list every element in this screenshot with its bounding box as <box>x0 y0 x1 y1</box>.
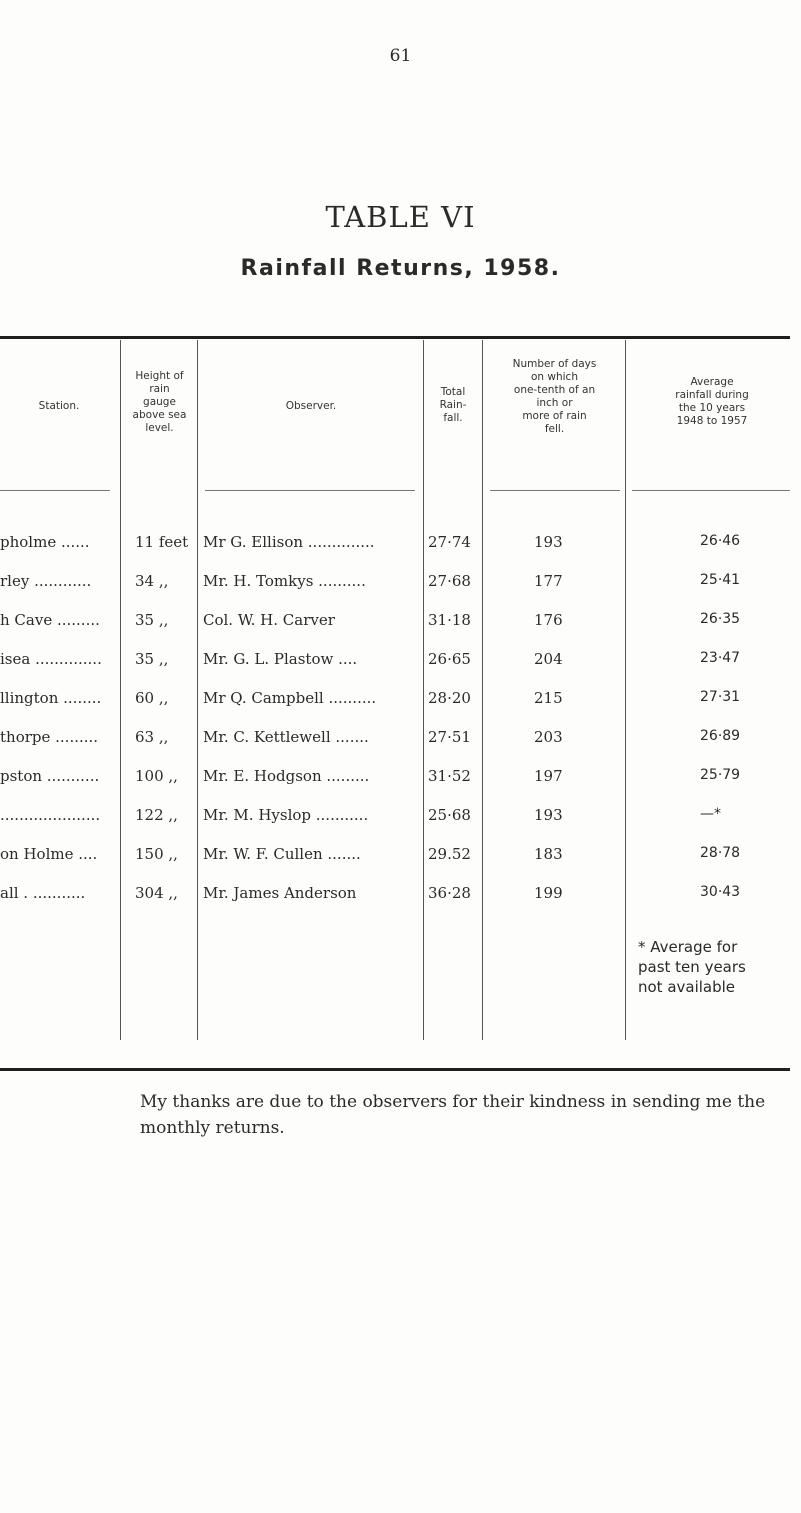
height-cell: 34 ,, <box>135 572 169 590</box>
table-title: TABLE VI <box>325 200 476 234</box>
footer-text: My thanks are due to the observers for their kindness in sending me the monthly returns. <box>140 1092 766 1138</box>
station-cell: all . ........... <box>0 884 86 902</box>
rainfall-cell: 28·20 <box>428 689 471 707</box>
days-cell: 177 <box>534 572 563 590</box>
days-cell: 215 <box>534 689 563 707</box>
station-cell: isea .............. <box>0 650 102 668</box>
observer-cell: Mr. G. L. Plastow .... <box>203 650 358 668</box>
rainfall-cell: 27·68 <box>428 572 471 590</box>
days-cell: 199 <box>534 884 563 902</box>
height-cell: 60 ,, <box>135 689 169 707</box>
observer-cell: Mr. M. Hyslop ........... <box>203 806 369 824</box>
average-cell: 23·47 <box>700 650 741 666</box>
station-cell: ..................... <box>0 806 101 824</box>
header-underline <box>205 490 415 491</box>
table-row <box>0 884 790 908</box>
rainfall-cell: 36·28 <box>428 884 471 902</box>
table-row <box>0 806 790 830</box>
table-row <box>0 572 790 596</box>
average-cell: 25·79 <box>700 767 741 783</box>
header-underline <box>632 490 790 491</box>
observer-cell: Mr Q. Campbell .......... <box>203 689 377 707</box>
height-cell: 35 ,, <box>135 611 169 629</box>
header-underline <box>490 490 620 491</box>
days-cell: 176 <box>534 611 563 629</box>
observer-cell: Col. W. H. Carver <box>203 611 335 629</box>
station-cell: pston ........... <box>0 767 100 785</box>
average-cell: 28·78 <box>700 845 741 861</box>
days-cell: 197 <box>534 767 563 785</box>
table-row <box>0 611 790 635</box>
footnote: * Average for past ten years not available <box>638 938 746 996</box>
table-subtitle: Rainfall Returns, 1958. <box>240 256 561 281</box>
days-cell: 183 <box>534 845 563 863</box>
station-cell: llington ........ <box>0 689 102 707</box>
header-observer: Observer. <box>285 400 337 412</box>
station-cell: h Cave ......... <box>0 611 100 629</box>
average-cell: 26·35 <box>700 611 741 627</box>
average-cell: 27·31 <box>700 689 741 705</box>
rainfall-cell: 26·65 <box>428 650 471 668</box>
rainfall-cell: 27·51 <box>428 728 471 746</box>
top-rule <box>0 336 790 339</box>
height-cell: 150 ,, <box>135 845 178 863</box>
observer-cell: Mr G. Ellison .............. <box>203 533 375 551</box>
average-cell: 25·41 <box>700 572 741 588</box>
height-cell: 35 ,, <box>135 650 169 668</box>
average-cell: 26·46 <box>700 533 741 549</box>
height-cell: 100 ,, <box>135 767 178 785</box>
height-cell: 11 feet <box>135 533 189 551</box>
days-cell: 193 <box>534 533 563 551</box>
rainfall-cell: 25·68 <box>428 806 471 824</box>
rainfall-cell: 31·52 <box>428 767 471 785</box>
station-cell: thorpe ......... <box>0 728 99 746</box>
observer-cell: Mr. H. Tomkys .......... <box>203 572 366 590</box>
header-station: Station. <box>38 400 80 412</box>
table-row <box>0 650 790 674</box>
rainfall-cell: 27·74 <box>428 533 471 551</box>
header-days: Number of days on which one-tenth of an inch or more of rain fell. <box>512 358 597 435</box>
rainfall-cell: 29.52 <box>428 845 471 863</box>
station-cell: on Holme .... <box>0 845 98 863</box>
station-cell: rley ............ <box>0 572 92 590</box>
days-cell: 204 <box>534 650 563 668</box>
page-number: 61 <box>389 46 412 66</box>
header-total: Total Rain- fall. <box>439 386 467 424</box>
observer-cell: Mr. C. Kettlewell ....... <box>203 728 369 746</box>
observer-cell: Mr. E. Hodgson ......... <box>203 767 370 785</box>
average-cell: 26·89 <box>700 728 741 744</box>
table-row <box>0 533 790 557</box>
table-row <box>0 845 790 869</box>
height-cell: 304 ,, <box>135 884 178 902</box>
days-cell: 203 <box>534 728 563 746</box>
table-row <box>0 728 790 752</box>
average-cell: —* <box>700 806 721 822</box>
observer-cell: Mr. James Anderson <box>203 884 357 902</box>
header-underline <box>0 490 110 491</box>
height-cell: 122 ,, <box>135 806 178 824</box>
rainfall-cell: 31·18 <box>428 611 471 629</box>
observer-cell: Mr. W. F. Cullen ....... <box>203 845 361 863</box>
table-row <box>0 689 790 713</box>
header-average: Average rainfall during the 10 years 1948 to 1957 <box>675 376 749 427</box>
height-cell: 63 ,, <box>135 728 169 746</box>
station-cell: pholme ...... <box>0 533 90 551</box>
average-cell: 30·43 <box>700 884 741 900</box>
bottom-rule <box>0 1068 790 1071</box>
days-cell: 193 <box>534 806 563 824</box>
table-row <box>0 767 790 791</box>
header-height: Height of rain gauge above sea level. <box>132 370 187 434</box>
